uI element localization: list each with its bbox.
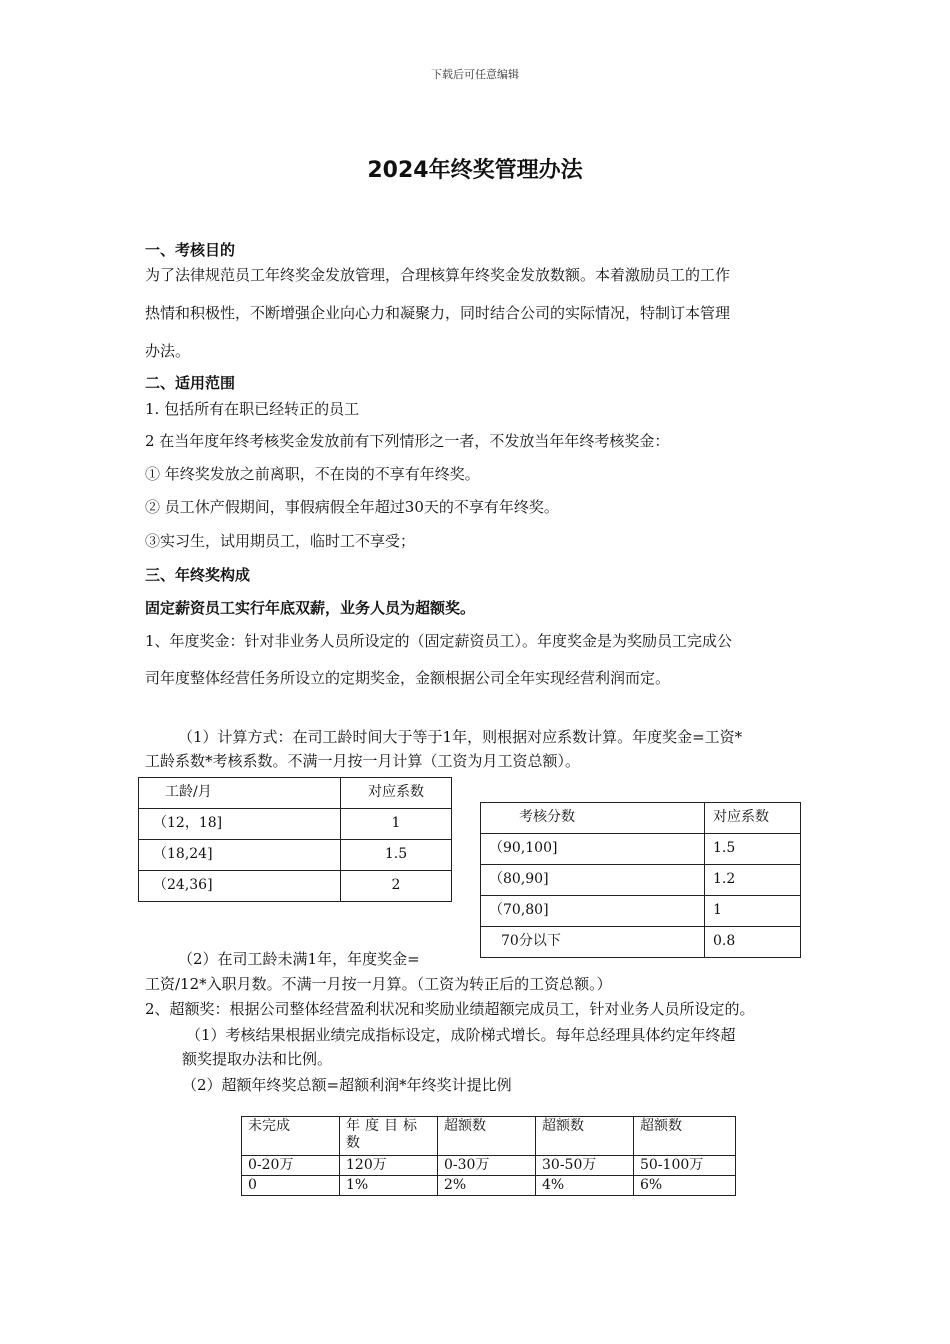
table-header-row [481, 803, 801, 834]
calc-method-line-1: （1）计算方式：在司工龄时间大于等于1年，则根据对应系数计算。年度奖金=工资* [178, 728, 743, 746]
tenure-coefficient-table [138, 777, 452, 902]
table-cell: （12，18] [139, 809, 341, 840]
table-cell: 2% [438, 1176, 536, 1196]
table-cell: 120万 [340, 1156, 438, 1176]
annual-bonus-line-2: 司年度整体经营任务所设立的定期奖金，金额根据公司全年实现经营利润而定。 [145, 669, 671, 687]
s1-line-3: 办法。 [145, 342, 191, 360]
table-header-cell: 工龄/月 [139, 778, 341, 809]
table-header-cell: 对应系数 [705, 803, 801, 834]
table-header-cell: 超额数 [438, 1117, 536, 1156]
table-row [242, 1156, 736, 1176]
table-cell: 0.8 [705, 927, 801, 958]
table-row [242, 1176, 736, 1196]
table-cell: （18,24] [139, 840, 341, 871]
table-row [481, 927, 801, 958]
table-header-cell: 考核分数 [481, 803, 705, 834]
table-cell: 1.5 [705, 834, 801, 865]
excess-bonus-table [241, 1116, 736, 1196]
table-header-cell: 对应系数 [341, 778, 452, 809]
table-row [481, 834, 801, 865]
under-year-line-1: （2）在司工龄未满1年，年度奖金= [178, 950, 420, 968]
table-cell: 1 [705, 896, 801, 927]
table-cell: 2 [341, 871, 452, 902]
table-cell: 1% [340, 1176, 438, 1196]
table-row [139, 840, 452, 871]
table-cell: 1.5 [341, 840, 452, 871]
score-coefficient-table [480, 802, 801, 958]
s2-line-1: 1. 包括所有在职已经转正的员工 [145, 400, 360, 418]
table-row [139, 871, 452, 902]
table-cell: 6% [634, 1176, 736, 1196]
table-cell: 0-30万 [438, 1156, 536, 1176]
table-row [139, 809, 452, 840]
s2-line-3: ① 年终奖发放之前离职，不在岗的不享有年终奖。 [145, 465, 480, 483]
table-cell: 70分以下 [481, 927, 705, 958]
document-title: 2024年终奖管理办法 [367, 158, 583, 183]
table-header-cell: 未完成 [242, 1117, 340, 1156]
table-cell: 0 [242, 1176, 340, 1196]
excess-rule-line-2: 额奖提取办法和比例。 [182, 1050, 333, 1068]
s1-line-2: 热情和积极性，不断增强企业向心力和凝聚力，同时结合公司的实际情况，特制订本管理 [145, 304, 731, 322]
table-cell: 50-100万 [634, 1156, 736, 1176]
table-cell: 4% [536, 1176, 634, 1196]
page-header: 下载后可任意编辑 [431, 68, 519, 81]
excess-bonus-intro: 2、超额奖：根据公司整体经营盈利状况和奖励业绩超额完成员工，针对业务人员所设定的。 [145, 1000, 755, 1018]
table-header-cell: 年度目标数 [340, 1117, 438, 1156]
table-cell: （80,90] [481, 865, 705, 896]
table-header-row [242, 1117, 736, 1156]
table-cell: （70,80] [481, 896, 705, 927]
table-row [481, 865, 801, 896]
table-header-row [139, 778, 452, 809]
annual-bonus-line-1: 1、年度奖金：针对非业务人员所设定的（固定薪资员工）。年度奖金是为奖励员工完成公 [145, 632, 733, 650]
table-cell: 1.2 [705, 865, 801, 896]
table-cell: 30-50万 [536, 1156, 634, 1176]
s2-line-5: ③实习生，试用期员工，临时工不享受； [145, 532, 416, 550]
table-cell: （90,100] [481, 834, 705, 865]
bonus-structure-summary: 固定薪资员工实行年底双薪，业务人员为超额奖。 [145, 599, 476, 617]
calc-method-line-2: 工龄系数*考核系数。不满一月按一月计算（工资为月工资总额）。 [145, 752, 581, 770]
s2-line-4: ② 员工休产假期间，事假病假全年超过30天的不享有年终奖。 [145, 498, 559, 516]
table-cell: 0-20万 [242, 1156, 340, 1176]
section-3-heading: 三、年终奖构成 [145, 566, 251, 584]
section-2-heading: 二、适用范围 [145, 374, 236, 392]
section-1-heading: 一、考核目的 [145, 241, 236, 259]
s1-line-1: 为了法律规范员工年终奖金发放管理，合理核算年终奖金发放数额。本着激励员工的工作 [145, 266, 731, 284]
s2-line-2: 2 在当年度年终考核奖金发放前有下列情形之一者，不发放当年年终考核奖金： [145, 432, 670, 450]
excess-rule-line-1: （1）考核结果根据业绩完成指标设定，成阶梯式增长。每年总经理具体约定年终超 [186, 1026, 736, 1044]
table-header-cell: 超额数 [634, 1117, 736, 1156]
table-header-cell: 超额数 [536, 1117, 634, 1156]
table-cell: 1 [341, 809, 452, 840]
under-year-line-2: 工资/12*入职月数。不满一月按一月算。（工资为转正后的工资总额。） [145, 975, 612, 993]
table-cell: （24,36] [139, 871, 341, 902]
excess-formula: （2）超额年终奖总额=超额利润*年终奖计提比例 [182, 1076, 512, 1094]
table-row [481, 896, 801, 927]
